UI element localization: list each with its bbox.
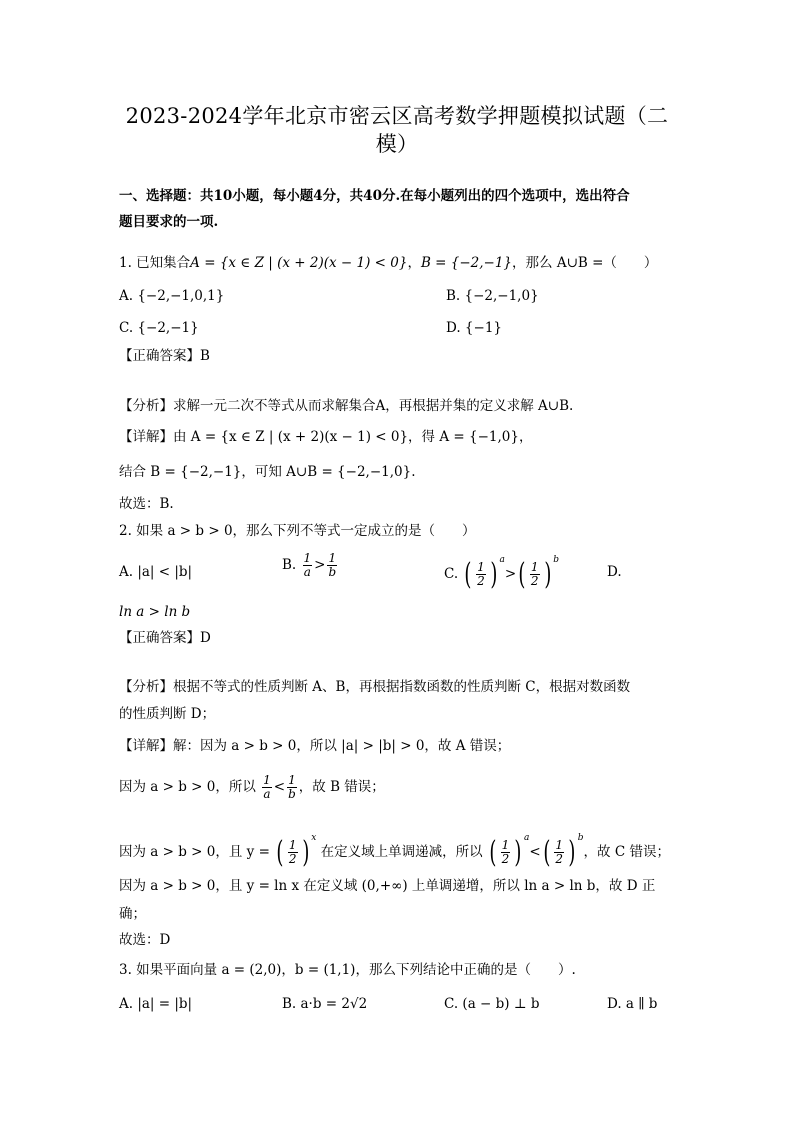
frac-numerator: 1 <box>263 773 271 787</box>
left-paren: ( <box>489 834 497 870</box>
exponent-x: x <box>311 833 317 843</box>
frac-denominator: b <box>288 787 296 801</box>
q2-detail-2-prefix: 因为 a > b > 0，所以 <box>119 779 256 795</box>
q2-option-a: A. |a| < |b| <box>119 564 193 580</box>
q2-detail-3-prefix: 因为 a > b > 0，且 y = <box>119 844 270 860</box>
page-title-line-2: 模） <box>375 132 419 156</box>
q2-option-c-frac-1 <box>476 561 486 588</box>
q2-option-c <box>444 550 559 590</box>
q2-detail-2 <box>119 774 385 801</box>
q1-conclusion: 故选：B. <box>119 496 174 512</box>
left-paren: ( <box>464 556 472 592</box>
q2-stem: 2. 如果 a > b > 0，那么下列不等式一定成立的是（ ） <box>119 523 476 539</box>
frac-denominator: a <box>303 565 311 579</box>
left-paren: ( <box>518 556 526 592</box>
frac-numerator: 1 <box>303 551 312 565</box>
right-paren: ) <box>514 834 522 870</box>
q1-option-c: C. {−2,−1} <box>119 320 199 336</box>
q2-option-c-op: > <box>504 566 517 582</box>
exponent-a: a <box>524 833 530 843</box>
q1-option-a: A. {−2,−1,0,1} <box>119 288 225 304</box>
q1-stem <box>119 253 657 273</box>
frac-numerator: 1 <box>477 560 485 574</box>
q2-detail-4-cont: 确； <box>119 906 146 922</box>
q1-answer: 【正确答案】B <box>119 348 210 364</box>
left-paren: ( <box>276 834 284 870</box>
q2-detail-3-frac <box>288 839 298 866</box>
frac-denominator: 2 <box>501 852 510 866</box>
frac-numerator: 1 <box>501 838 510 852</box>
q2-detail-3-middle: 在定义域上单调递减，所以 <box>320 844 483 860</box>
q3-option-c: C. (a − b) ⊥ b <box>444 996 540 1012</box>
frac-numerator: 1 <box>555 838 564 852</box>
q2-detail-3-frac-2 <box>554 839 564 866</box>
q2-detail-2-suffix: ，故 B 错误； <box>298 779 385 795</box>
right-paren: ) <box>301 834 309 870</box>
page-title-line-1: 2023-2024学年北京市密云区高考数学押题模拟试题（二 <box>125 104 669 128</box>
q2-detail-4: 因为 a > b > 0，且 y = ln x 在定义域 (0,+∞) 上单调递增，所以 ln a > ln b，故 D 正 <box>119 878 656 894</box>
q2-detail-3-suffix: ，故 C 错误； <box>583 844 670 860</box>
q2-detail-2-frac-b <box>287 774 297 801</box>
left-paren: ( <box>543 834 551 870</box>
q1-detail-2: 结合 B = {−2,−1}，可知 A∪B = {−2,−1,0}. <box>119 464 416 480</box>
q2-option-b-frac-b <box>327 552 337 579</box>
q1-separator: ， <box>407 255 421 271</box>
right-paren: ) <box>568 834 576 870</box>
frac-denominator: 2 <box>288 852 297 866</box>
section-heading-line-1: 一、选择题：共10小题，每小题4分，共40分.在每小题列出的四个选项中，选出符合 <box>119 188 630 204</box>
q1-detail-1: 【详解】由 A = {x ∈ Z | (x + 2)(x − 1) < 0}，得 A = {−1,0}， <box>119 429 533 445</box>
q1-option-b: B. {−2,−1,0} <box>446 288 539 304</box>
q2-option-b-label: B. <box>282 557 297 573</box>
q1-stem-prefix: 1. 已知集合 <box>119 255 191 271</box>
q1-stem-suffix: ，那么 A∪B =（ ） <box>512 255 658 271</box>
exponent-b: b <box>577 833 584 843</box>
frac-denominator: b <box>328 565 337 579</box>
frac-numerator: 1 <box>288 838 297 852</box>
q2-analysis-1: 【分析】根据不等式的性质判断 A、B，再根据指数函数的性质判断 C，根据对数函数 <box>119 679 631 695</box>
q2-option-d: ln a > ln b <box>119 604 191 620</box>
frac-numerator: 1 <box>328 551 337 565</box>
exponent-a: a <box>499 555 505 565</box>
q3-option-d: D. a ∥ b <box>607 996 658 1012</box>
q2-detail-1: 【详解】解：因为 a > b > 0，所以 |a| > |b| > 0，故 A 错误； <box>119 738 511 754</box>
frac-denominator: 2 <box>477 574 485 588</box>
frac-denominator: a <box>263 787 271 801</box>
section-heading-line-2: 题目要求的一项. <box>119 214 219 230</box>
q1-set-a: A = {x ∈ Z | (x + 2)(x − 1) < 0} <box>190 255 408 271</box>
q2-conclusion: 故选：D <box>119 932 171 948</box>
frac-numerator: 1 <box>530 560 539 574</box>
frac-denominator: 2 <box>555 852 564 866</box>
q2-analysis-2: 的性质判断 D； <box>119 706 216 722</box>
q2-option-c-label: C. <box>444 566 459 582</box>
q1-option-d: D. {−1} <box>446 320 503 336</box>
q2-option-d-label: D. <box>607 564 622 580</box>
q2-option-b-op: > <box>314 557 326 573</box>
q1-set-b: B = {−2,−1} <box>420 255 513 271</box>
q3-option-b: B. a·b = 2√2 <box>282 996 368 1012</box>
right-paren: ) <box>490 556 498 592</box>
q2-detail-3 <box>119 828 670 868</box>
q2-option-b-frac-a <box>303 552 313 579</box>
frac-numerator: 1 <box>288 773 296 787</box>
q2-detail-2-frac-a <box>262 774 272 801</box>
q2-option-b <box>282 552 339 579</box>
right-paren: ) <box>543 556 551 592</box>
q3-option-a: A. |a| = |b| <box>119 996 193 1012</box>
q2-answer: 【正确答案】D <box>119 630 211 646</box>
q3-stem: 3. 如果平面向量 a = (2,0)，b = (1,1)，那么下列结论中正确的是（ ）. <box>119 962 576 978</box>
q1-analysis: 【分析】求解一元二次不等式从而求解集合A，再根据并集的定义求解 A∪B. <box>119 398 574 414</box>
q2-detail-3-op: < <box>529 844 541 860</box>
q2-detail-2-op: < <box>273 779 286 795</box>
frac-denominator: 2 <box>530 574 539 588</box>
exponent-b: b <box>553 555 560 565</box>
q2-detail-3-frac-1 <box>501 839 511 866</box>
q2-option-c-frac-2 <box>530 561 540 588</box>
